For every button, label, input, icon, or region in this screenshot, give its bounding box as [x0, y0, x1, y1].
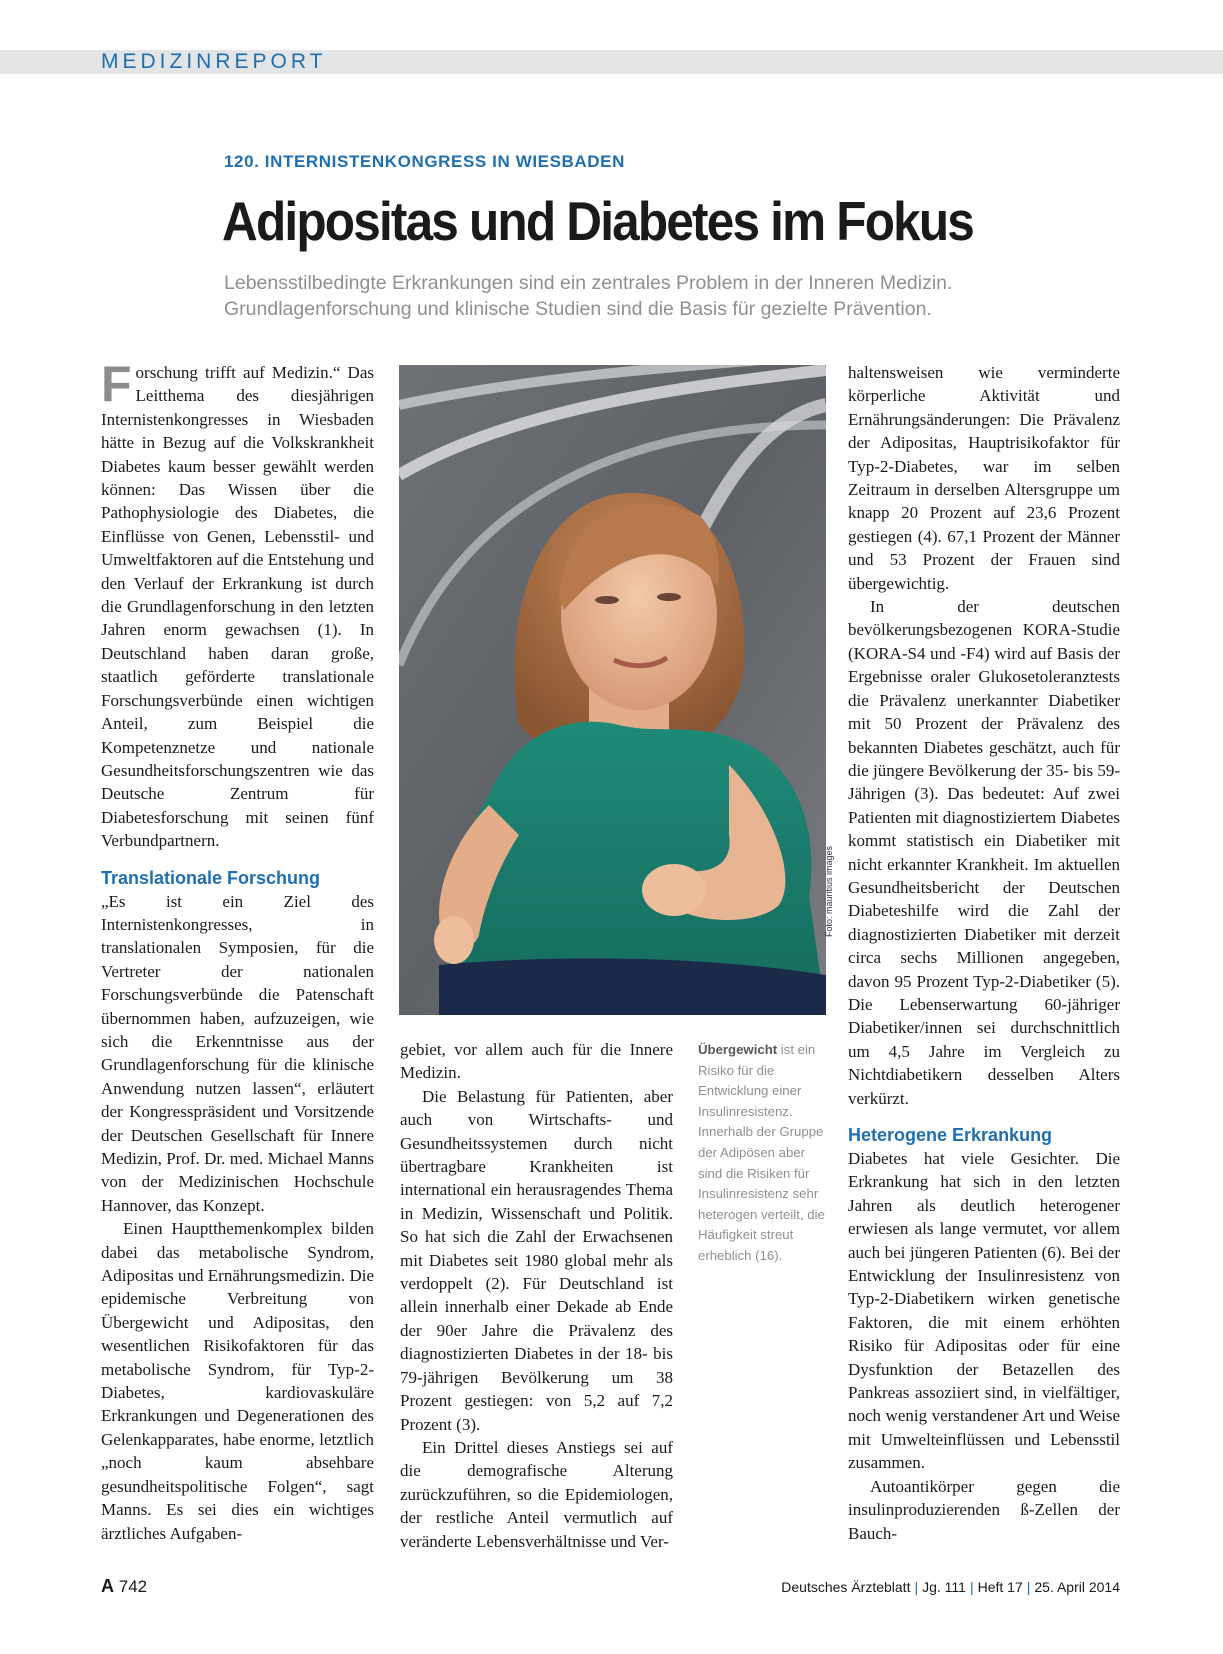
paragraph: Ein Drittel dieses Anstiegs sei auf die demografische Alterung zurückzuführen, so die Epidemiologen, der restliche Anteil vermutlich auf veränderte Lebensverhältnisse und Ver- — [400, 1437, 673, 1551]
paragraph: In der deutschen bevölkerungsbezogenen KORA-Studie (KORA-S4 und -F4) wird auf Basis der Ergebnisse oraler Glukosetoleranztests die Prävalenz unerkannter Diabetiker mit 50 Prozent der Prävalenz des bekannten Diabetes geschätzt, auch für die jüngere Bevölkerung der 35- bis 59-Jährigen (3). Das bedeutet: Auf zwei Patienten mit diagnostiziertem Diabetes kommt statistisch ein Diabetiker mit nicht erkannter Krankheit. Im aktuellen Gesundheitsbericht der Deutschen Diabeteshilfe wird die Zahl der diagnostizierten Diabetiker mit derzeit circa sechs Millionen angegeben, davon 95 Prozent Typ-2-Diabetiker (5). Die Lebenserwartung 60-jähriger Diabetiker/innen sei durchschnittlich um 4,5 Jahre im Vergleich zu Nichtdiabetikern desselben Alters verkürzt. — [848, 597, 1120, 1108]
article-title: Adipositas und Diabetes im Fokus — [222, 190, 974, 252]
subheading-translationale-forschung: Translationale Forschung — [101, 867, 321, 888]
page-number-value: 742 — [118, 1577, 148, 1596]
article-subtitle: Lebensstilbedingte Erkrankungen sind ein zentrales Problem in der Inneren Medizin. Grundlagenforschung und klinische Studien sind die Basis für gezielte Prävention. — [224, 272, 953, 320]
separator: | — [969, 1579, 974, 1595]
journal-name: Deutsches Ärzteblatt — [781, 1579, 911, 1595]
caption-lead: Übergewicht — [698, 1042, 778, 1057]
page-number — [101, 1576, 147, 1597]
paragraph: Autoantikörper gegen die insulinproduzierenden ß-Zellen der Bauch- — [848, 1476, 1120, 1543]
text-column-2 — [400, 1038, 673, 1553]
page-prefix: A — [101, 1576, 114, 1596]
journal-volume: Jg. 111 — [922, 1579, 966, 1595]
paragraph: gebiet, vor allem auch für die Innere Medizin. — [400, 1040, 673, 1083]
subheading-heterogene-erkrankung: Heterogene Erkrankung — [848, 1125, 1053, 1145]
drop-cap: F — [101, 356, 132, 412]
text-column-1 — [101, 356, 374, 1545]
section-label: MEDIZINREPORT — [101, 50, 327, 73]
article-kicker: 120. INTERNISTENKONGRESS IN WIESBADEN — [224, 152, 625, 171]
article-photo — [399, 365, 826, 1015]
paragraph: haltensweisen wie verminderte körperliche Aktivität und Ernährungsänderungen: Die Prävalenz der Adipositas, Hauptrisikofaktor für Typ-2-Diabetes, war im selben Zeitraum in derselben Altersgruppe um knapp 20 Prozent auf 23,6 Prozent gestiegen (4). 67,1 Prozent der Männer und 53 Prozent der Frauen sind übergewichtig. — [848, 363, 1120, 593]
journal-date: 25. April 2014 — [1034, 1579, 1120, 1595]
separator: | — [914, 1579, 919, 1595]
text-column-3 — [848, 361, 1120, 1545]
photo-credit: Foto: mauritius images — [824, 845, 834, 937]
paragraph: Diabetes hat viele Gesichter. Die Erkrankung hat sich in den letzten Jahren als deutlich heterogener erwiesen als lange vermutet, vor allem auch bei jüngeren Patienten (6). Bei der Entwicklung der Insulinresistenz von Typ-2-Diabetikern wirken genetische Faktoren, die mit einem erhöhten Risiko für Adipositas oder für eine Dysfunktion der Betazellen des Pankreas assoziiert sind, in vielfältiger, noch wenig verstandener Art und Weise mit Umwelteinflüssen und Lebensstil zusammen. — [848, 1149, 1120, 1473]
paragraph-text: orschung trifft auf Medizin.“ Das Leitthema des diesjährigen Internistenkongresses in Wiesbaden hätte in Bezug auf die Volkskrankheit Diabetes kaum besser gewählt werden können: Das Wissen über die Pathophysiologie des Diabetes, die Einflüsse von Genen, Lebensstil- und Umweltfaktoren auf die Entstehung und den Verlauf der Erkrankung ist durch die Grundlagenforschung in den letzten Jahren enorm gewachsen (1). In Deutschland haben daran große, staatlich geförderte translationale Forschungsverbünde einen wichtigen Anteil, zum Beispiel die Kompetenznetze und nationale Gesundheitsforschungszentren wie das Deutsche Zentrum für Diabetesforschung mit seinen fünf Verbundpartnern. — [101, 363, 374, 851]
paragraph: Einen Hauptthemenkomplex bilden dabei das metabolische Syndrom, Adipositas und Ernährungsmedizin. Die epidemische Verbreitung von Übergewicht und Adipositas, den wesentlichen Risikofaktoren für das metabolische Syndrom, für Typ-2-Diabetes, kardiovaskuläre Erkrankungen und Degenerationen des Gelenkapparates, habe enorme, letztlich „noch kaum absehbare gesundheitspolitische Folgen“, sagt Manns. Es sei dies ein wichtiges ärztliches Aufgaben- — [101, 1219, 374, 1543]
journal-citation — [781, 1579, 1120, 1595]
caption-text: ist ein Risiko für die Entwicklung einer Insulinresistenz. Innerhalb der Gruppe der Adipösen aber sind die Risiken für Insulinresistenz sehr heterogen verteilt, die Häufigkeit streut erheblich (16). — [698, 1042, 825, 1263]
paragraph — [101, 356, 374, 853]
paragraph: Die Belastung für Patienten, aber auch von Wirtschafts- und Gesundheitssystemen durch nicht übertragbare Krankheiten ist international ein herausragendes Thema in Medizin, Wissenschaft und Politik. So hat sich die Zahl der Erwachsenen mit Diabetes seit 1980 global mehr als verdoppelt (2). Für Deutschland ist allein innerhalb einer Dekade ab Ende der 90er Jahre die Prävalenz des diagnostizierten Diabetes in der 18- bis 79-jährigen Bevölkerung um 38 Prozent gestiegen: von 5,2 auf 7,2 Prozent (3). — [400, 1086, 673, 1434]
photo-caption — [698, 1040, 828, 1267]
paragraph: „Es ist ein Ziel des Internistenkongresses, in translationalen Symposien, für die Vertreter der nationalen Forschungsverbünde die Patenschaft übernommen haben, aufzuzeigen, wie sich die Erkenntnisse aus der Grundlagenforschung für die klinische Anwendung nutzen lassen“, erläutert der Kongresspräsident und Vorsitzende der Deutschen Gesellschaft für Innere Medizin, Prof. Dr. med. Michael Manns von der Medizinischen Hochschule Hannover, das Konzept. — [101, 891, 374, 1215]
separator: | — [1026, 1579, 1031, 1595]
journal-issue: Heft 17 — [977, 1579, 1023, 1595]
